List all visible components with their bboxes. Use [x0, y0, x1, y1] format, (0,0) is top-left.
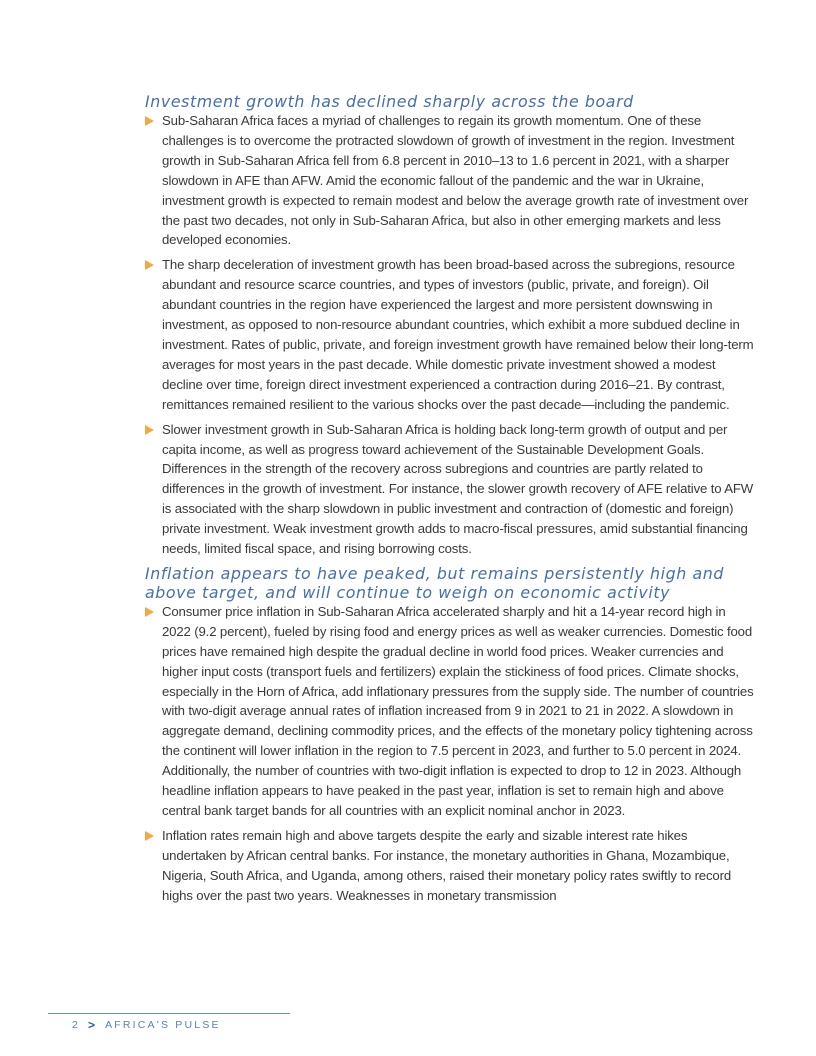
paragraph-text: The sharp deceleration of investment growth has been broad-based across the subregions, resource abundant and resource scarce countries, and types of investors (public, private, and foreign). Oil abundant countries in the region have experienced the largest and more persistent downswing in investment, as opposed to non-resource abundant countries, which exhibit a more subdued decline in investment. Rates of public, private, and foreign investment growth have remained below their long-term averages for most years in the past decade. While domestic private investment showed a modest decline over time, foreign direct investment experienced a contraction during 2016–21. By contrast, remittances remained resilient to the various shocks over the past decade—including the pandemic.: [162, 257, 754, 412]
main-content: [145, 92, 755, 911]
bullet-list-inflation: [145, 602, 755, 906]
bullet-list-investment: [145, 111, 755, 559]
triangle-bullet-icon: [145, 831, 154, 841]
chevron-right-icon: >: [88, 1018, 96, 1032]
section-heading-investment: Investment growth has declined sharply across the board: [145, 92, 634, 111]
paragraph-text: Inflation rates remain high and above targets despite the early and sizable interest rate hikes undertaken by African central banks. For instance, the monetary authorities in Ghana, Mozambique, Nigeria, South Africa, and Uganda, among others, raised their monetary policy rates swiftly to record highs over the past two years. Weaknesses in monetary transmission: [162, 827, 732, 903]
page-number: 2: [72, 1019, 81, 1031]
section-heading-inflation: Inflation appears to have peaked, but remains persistently high and above target, and will continue to weigh on economic activity: [145, 563, 725, 602]
footer-divider: [48, 1013, 290, 1014]
paragraph-text: Consumer price inflation in Sub-Saharan Africa accelerated sharply and hit a 14-year record high in 2022 (9.2 percent), fueled by rising food and energy prices as well as weaker currencies. Domestic food prices have remained high despite the gradual decline in world food prices. Weaker currencies and higher input costs (transport fuels and fertilizers) explain the stickiness of food prices. Climate shocks, especially in the Horn of Africa, add inflationary pressures from the supply side. The number of countries with two-digit average annual rates of inflation increased from 9 in 2021 to 21 in 2022. A slowdown in aggregate demand, declining commodity prices, and the effects of the monetary policy tightening across the continent will lower inflation in the region to 7.5 percent in 2023, and further to 5.0 percent in 2024. Additionally, the number of countries with two-digit inflation is expected to drop to 12 in 2023. Although headline inflation appears to have peaked in the past year, inflation is set to remain high and above central bank target bands for all countries with an explicit nominal anchor in 2023.: [162, 603, 754, 818]
paragraph-text: Sub-Saharan Africa faces a myriad of challenges to regain its growth momentum. One of these challenges is to overcome the protracted slowdown of growth of investment in the region. Investment growth in Sub-Saharan Africa fell from 6.8 percent in 2010–13 to 1.6 percent in 2021, with a sharper slowdown in AFE than AFW. Amid the economic fallout of the pandemic and the war in Ukraine, investment growth is expected to remain modest and below the average growth rate of investment over the past two decades, not only in Sub-Saharan Africa, but also in other emerging markets and less developed economies.: [162, 113, 749, 248]
page-footer: [72, 1018, 221, 1032]
publication-title: AFRICA'S PULSE: [105, 1019, 221, 1031]
list-item: [145, 111, 755, 250]
triangle-bullet-icon: [145, 607, 154, 617]
triangle-bullet-icon: [145, 425, 154, 435]
triangle-bullet-icon: [145, 116, 154, 126]
list-item: [145, 826, 755, 906]
list-item: [145, 420, 755, 559]
list-item: [145, 255, 755, 414]
triangle-bullet-icon: [145, 260, 154, 270]
paragraph-text: Slower investment growth in Sub-Saharan Africa is holding back long-term growth of output and per capita income, as well as progress toward achievement of the Sustainable Development Goals. Differences in the strength of the recovery across subregions and countries are partly related to differences in the growth of investment. For instance, the slower growth recovery of AFE relative to AFW is associated with the sharp slowdown in public investment and contraction of (domestic and foreign) private investment. Weak investment growth adds to macro-fiscal pressures, amid substantial financing needs, limited fiscal space, and rising borrowing costs.: [162, 421, 754, 557]
list-item: [145, 602, 755, 821]
